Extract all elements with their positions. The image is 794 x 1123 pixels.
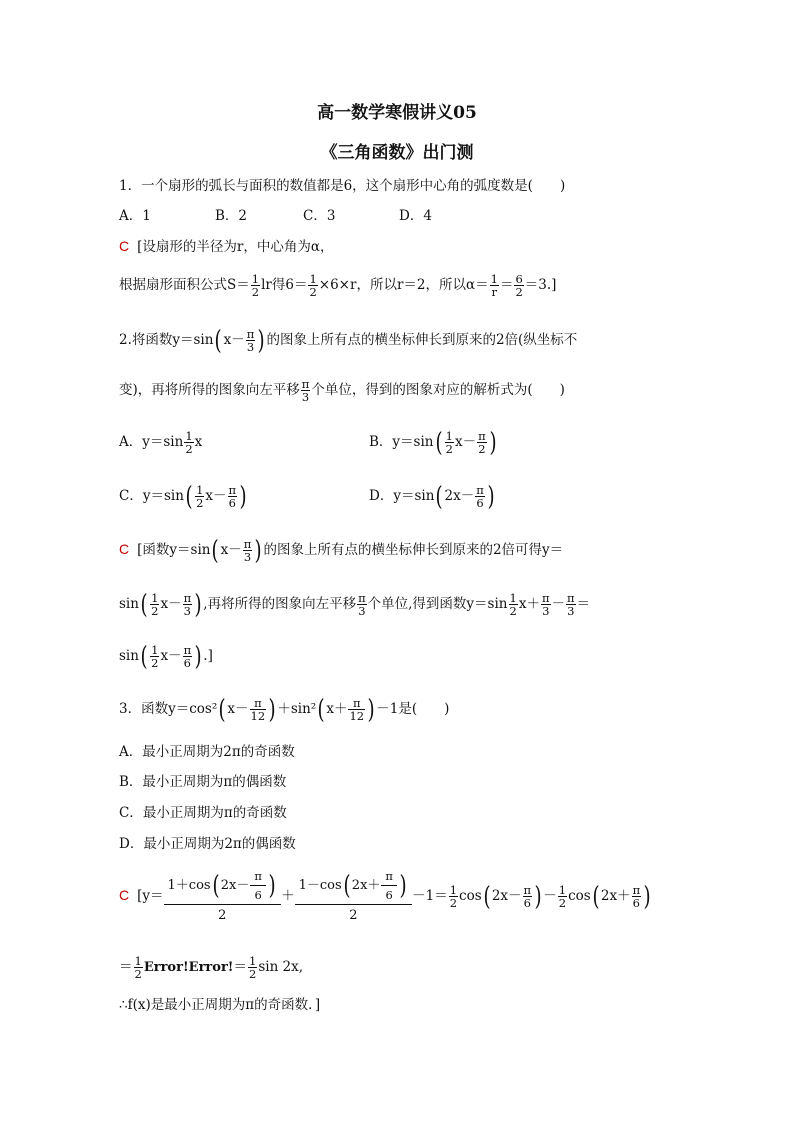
paren-right: ) [194,589,202,620]
q3-solution-line2 [119,955,303,980]
fraction [445,430,454,455]
error-text: Error!Error! [143,960,234,975]
q3-text: x＋ [326,701,348,717]
q2-sol-text: 的图象上所有点的横坐标伸长到原来的2倍可得y＝ [263,542,564,558]
q3-sol-text: ＝ [119,959,133,975]
fraction [228,484,238,509]
denominator: 6 [632,896,640,910]
q3-sol-text: ＋ [281,888,295,904]
numerator: π [541,591,550,605]
fraction [632,884,642,909]
q3-solution-line3: ∴f(x)是最小正周期为π的奇函数．] [119,997,321,1013]
denominator: 3 [246,340,255,354]
q2-solution-line3 [119,641,213,672]
q3-answer: C [119,887,130,903]
q2-solution-line1 [119,535,564,566]
q2-sol-text: ＝ [576,596,591,612]
paren-left: ( [185,481,193,512]
paren-right: ) [268,694,276,725]
numerator: π [301,377,310,391]
fraction [514,273,523,298]
q2-sol-text: sin [119,596,139,612]
numerator: 1 [490,272,498,286]
q2-sol-text: 个单位,得到函数y＝sin [367,596,508,612]
q3-solution-line1 [119,870,652,923]
big-fraction [295,870,413,923]
paren-right: ) [254,535,262,566]
fraction [183,644,193,669]
q3-sol-text: 2x－ [220,878,250,893]
q1-option-a: A．1 [119,208,151,224]
numerator: π [250,697,267,710]
denominator: 3 [567,604,575,618]
fraction [348,697,365,722]
denominator: 6 [476,496,484,510]
paren-left: ( [218,694,226,725]
numerator: π [478,429,486,443]
paren-right: ) [194,641,202,672]
fraction [243,538,253,563]
numerator: π [476,483,484,497]
q3-text: －1是( ) [376,701,450,717]
q2-text: x－ [160,648,182,664]
q2-option-label: C．y＝sin [119,488,184,504]
numerator: 1 [309,272,317,286]
q3-sol-text: 1＋cos [167,878,211,893]
denominator: 2 [185,442,193,456]
q1-solution-line1 [119,236,333,257]
paren-right: ) [239,481,247,512]
q2-sol-text: sin [119,648,139,664]
q3-option-a: A．最小正周期为2π的奇函数 [119,744,295,760]
paren-right: ) [534,881,542,912]
paren-left: ( [140,589,148,620]
numerator: π [246,327,255,341]
numerator: 1 [196,483,204,497]
denominator: 2 [449,896,458,910]
q1-sol-text1: [设扇形的半径为r，中心角为α， [137,239,334,255]
q3-option-d: D．最小正周期为2π的偶函数 [119,836,296,852]
q3-sol-text: 1－cos [298,878,342,893]
paren-left: ( [317,694,325,725]
paren-left: ( [212,870,220,901]
fraction [523,884,533,909]
q3-option-b: B．最小正周期为π的偶函数 [119,774,287,790]
numerator: π [358,591,366,605]
q3-sol-text: ＝ [233,959,247,975]
paren-right: ) [367,694,375,725]
fraction [246,328,256,353]
q2-answer: C [119,541,130,557]
q2-text: 变)，再将所得的图象向左平移 [119,382,300,398]
numerator: π [250,870,266,886]
denominator: 2 [218,908,227,923]
denominator: 2 [478,442,486,456]
q3-sol-text: －1＝ [412,888,448,904]
fraction [250,870,266,901]
fraction [301,378,311,403]
denominator: 2 [151,656,159,670]
q1-sol-text: ＝3.] [524,277,557,293]
fraction [509,592,518,617]
numerator: π [567,591,575,605]
fraction [449,884,458,909]
fraction [184,430,193,455]
numerator: 1 [151,643,159,657]
q2-text: 2x－ [444,488,475,504]
q2-sol-text: [函数y＝sin [137,542,211,558]
page-subtitle: 《三角函数》出门测 [320,143,474,163]
denominator: 6 [523,896,531,910]
denominator: 2 [134,967,142,981]
big-fraction [164,870,282,923]
denominator: 6 [254,888,262,902]
numerator: π [632,883,641,897]
paren-left: ( [140,641,148,672]
q3-sol-text: 2x＋ [351,878,381,893]
paren-right: ) [399,870,407,901]
q3-sol-text: 2x－ [491,888,522,904]
fraction [134,955,143,980]
q1-solution-line2 [119,273,556,298]
paren-left: ( [435,481,444,512]
q1-option-c: C．3 [303,208,336,224]
denominator: r [491,285,498,299]
denominator: 2 [249,967,257,981]
q3-sol-text: sin 2x, [258,959,304,975]
q3-option-c: C．最小正周期为π的奇函数 [119,805,287,821]
denominator: 6 [228,496,236,510]
numerator: 1 [449,883,458,897]
numerator: π [183,591,192,605]
q3-text: 3．函数y＝cos² [119,701,218,717]
denominator: 3 [183,604,191,618]
q3-text: x－ [227,701,249,717]
denominator: 2 [515,285,523,299]
fraction [150,644,159,669]
fraction [477,430,487,455]
paren-right: ) [257,325,265,356]
denominator: 3 [542,604,550,618]
denominator: 2 [196,496,204,510]
q2-stem-line1 [119,325,578,356]
fraction [250,697,267,722]
numerator: π [381,870,397,886]
paren-right: ) [268,870,276,901]
q2-option-c [119,481,248,512]
q2-text: x－ [205,488,227,504]
numerator [295,870,413,905]
denominator: 3 [358,604,366,618]
fraction [381,870,397,901]
page-title: 高一数学寒假讲义05 [317,103,477,123]
paren-left: ( [592,881,600,912]
q2-text: x－ [160,596,182,612]
numerator: 6 [515,272,523,286]
q1-sol-text: ＝ [499,277,514,293]
numerator: π [183,643,192,657]
paren-right: ) [487,481,495,512]
numerator: 1 [151,591,159,605]
q3-sol-text: cos [459,888,482,904]
numerator: π [228,483,237,497]
denominator: 2 [445,442,453,456]
q2-sol-text: .] [203,648,213,664]
q3-sol-text: － [543,888,557,904]
q1-option-d: D．4 [399,208,432,224]
numerator: 1 [249,954,257,968]
fraction [195,484,204,509]
fraction [566,592,576,617]
paren-right: ) [643,881,651,912]
q2-sol-text: － [551,596,566,612]
numerator: 1 [509,591,517,605]
denominator: 3 [243,550,252,564]
fraction [475,484,485,509]
q2-text: 的图象上所有点的横坐标伸长到原来的2倍(纵坐标不 [266,332,578,348]
denominator: 2 [349,908,358,923]
q1-option-b: B．2 [215,208,248,224]
denominator: 12 [349,709,365,723]
denominator: 2 [558,896,567,910]
fraction [183,592,193,617]
denominator: 6 [183,656,191,670]
denominator: 3 [301,390,310,404]
q2-option-label: D．y＝sin [369,488,435,504]
numerator: 1 [185,429,193,443]
fraction [558,884,567,909]
denominator: 2 [309,285,317,299]
numerator: 1 [558,883,567,897]
denominator: 6 [385,888,393,902]
q2-sol-text: x＋ [518,596,540,612]
q2-text: x [194,434,203,450]
q3-text: ＋sin² [277,701,317,717]
paren-left: ( [214,325,223,356]
q2-text: 个单位，得到的图象对应的解析式为( ) [311,382,565,398]
fraction [357,592,367,617]
numerator: 1 [445,429,453,443]
q2-text: 2.将函数y＝sin [119,332,214,348]
numerator: π [348,697,365,710]
paren-left: ( [211,535,220,566]
fraction [150,592,159,617]
fraction [251,273,260,298]
paren-left: ( [343,870,351,901]
q3-sol-text: cos [568,888,591,904]
q2-solution-line2 [119,589,591,620]
q2-option-b [369,427,498,458]
q2-option-d [369,481,496,512]
denominator: 12 [250,709,266,723]
q1-answer: C [119,238,130,254]
q3-stem [119,694,450,725]
q1-stem: 1．一个扇形的弧长与面积的数值都是6，这个扇形中心角的弧度数是( ) [119,178,566,194]
q1-sol-text: lr得6＝ [261,277,308,293]
numerator: π [523,883,532,897]
q2-text: x－ [223,332,245,348]
numerator: π [243,537,252,551]
q2-sol-text: ,再将所得的图象向左平移 [203,596,357,612]
q3-sol-text: [y＝ [137,888,164,904]
q3-sol-text: 2x＋ [600,888,631,904]
q1-sol-text: ×6×r，所以r＝2，所以α＝ [318,277,489,293]
q2-option-label: B．y＝sin [369,434,434,450]
fraction [541,592,551,617]
denominator: 2 [509,604,517,618]
paren-left: ( [435,427,443,458]
q1-sol-text: 根据扇形面积公式S＝ [119,277,250,293]
denominator: 2 [251,285,260,299]
numerator: 1 [134,954,142,968]
q1-options [119,206,432,226]
fraction [490,273,499,298]
denominator: 2 [151,604,159,618]
q2-text: x－ [220,542,242,558]
numerator [164,870,282,905]
paren-left: ( [483,881,491,912]
numerator: 1 [251,272,260,286]
q2-stem-line2 [119,378,565,403]
q2-option-a [119,430,202,455]
q2-option-label: A．y＝sin [119,434,184,450]
fraction [248,955,257,980]
q2-text: x－ [454,434,477,450]
fraction [308,273,317,298]
paren-right: ) [489,427,497,458]
